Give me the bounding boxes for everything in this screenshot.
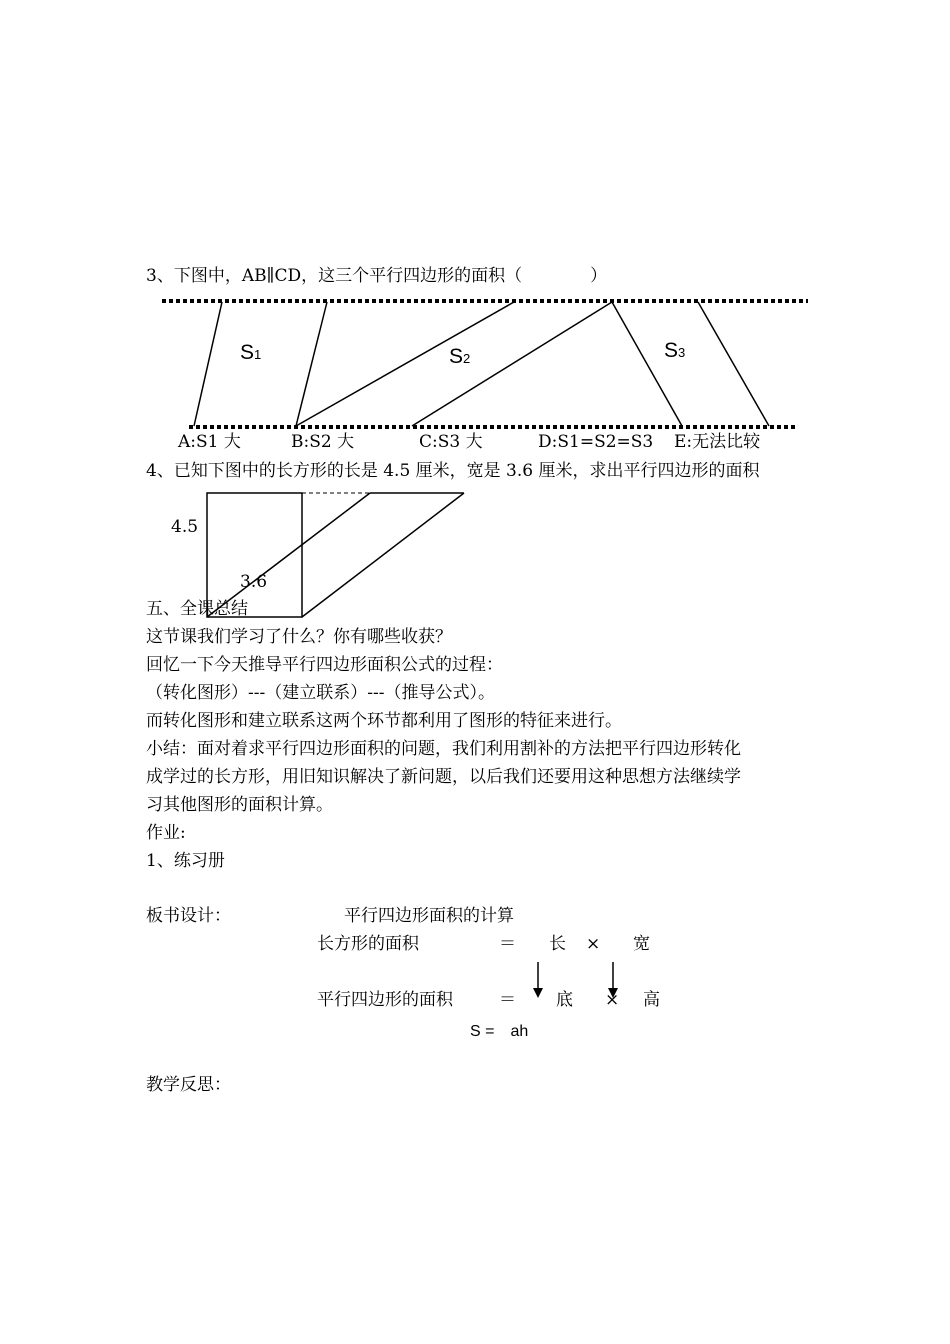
formula: S = ah [470,1023,529,1040]
equals-2: ＝ [499,990,516,1010]
option-b: B:S2 大 [291,432,355,452]
times-2: × [605,990,620,1010]
para-area-name: 平行四边形的面积 [317,990,453,1010]
board-label: 板书设计： [146,906,231,926]
homework-item: 1、练习册 [146,851,225,871]
kuan: 宽 [633,934,650,954]
summary-line: 回忆一下今天推导平行四边形面积公式的过程： [146,655,503,675]
summary-line: 习其他图形的面积计算。 [146,795,333,815]
di: 底 [556,990,573,1010]
reflection-heading: 教学反思： [146,1075,231,1095]
board-title: 平行四边形面积的计算 [344,906,514,926]
option-a: A:S1 大 [178,432,241,452]
width-label: 3.6 [240,572,268,592]
label-s2: S2 [449,345,471,368]
summary-line: 这节课我们学习了什么？你有哪些收获？ [146,627,452,647]
label-s1: S1 [240,341,262,364]
times-1: × [586,934,601,954]
q3-question: 3、下图中，AB∥CD，这三个平行四边形的面积（ ） [146,266,608,286]
length-label: 4.5 [171,517,199,537]
q4-question: 4、已知下图中的长方形的长是 4.5 厘米，宽是 3.6 厘米，求出平行四边形的面积 [146,461,760,481]
summary-line: （转化图形）---（建立联系）---（推导公式）。 [146,683,495,703]
summary-line: 而转化图形和建立联系这两个环节都利用了图形的特征来进行。 [146,711,622,731]
summary-line: 成学过的长方形，用旧知识解决了新问题，以后我们还要用这种思想方法继续学 [146,767,741,787]
option-c: C:S3 大 [419,432,483,452]
gao: 高 [643,990,660,1010]
summary-heading: 五、全课总结 [146,599,248,619]
rect-area-name: 长方形的面积 [317,934,419,954]
equals-1: ＝ [499,934,516,954]
arrow-down-icon [533,988,543,998]
summary-line: 小结：面对着求平行四边形面积的问题，我们利用割补的方法把平行四边形转化 [146,739,741,759]
homework-heading: 作业: [146,823,186,843]
option-e: E:无法比较 [674,432,761,452]
option-d: D:S1=S2=S3 [538,432,654,452]
label-s3: S3 [664,339,686,362]
chang: 长 [549,934,566,954]
